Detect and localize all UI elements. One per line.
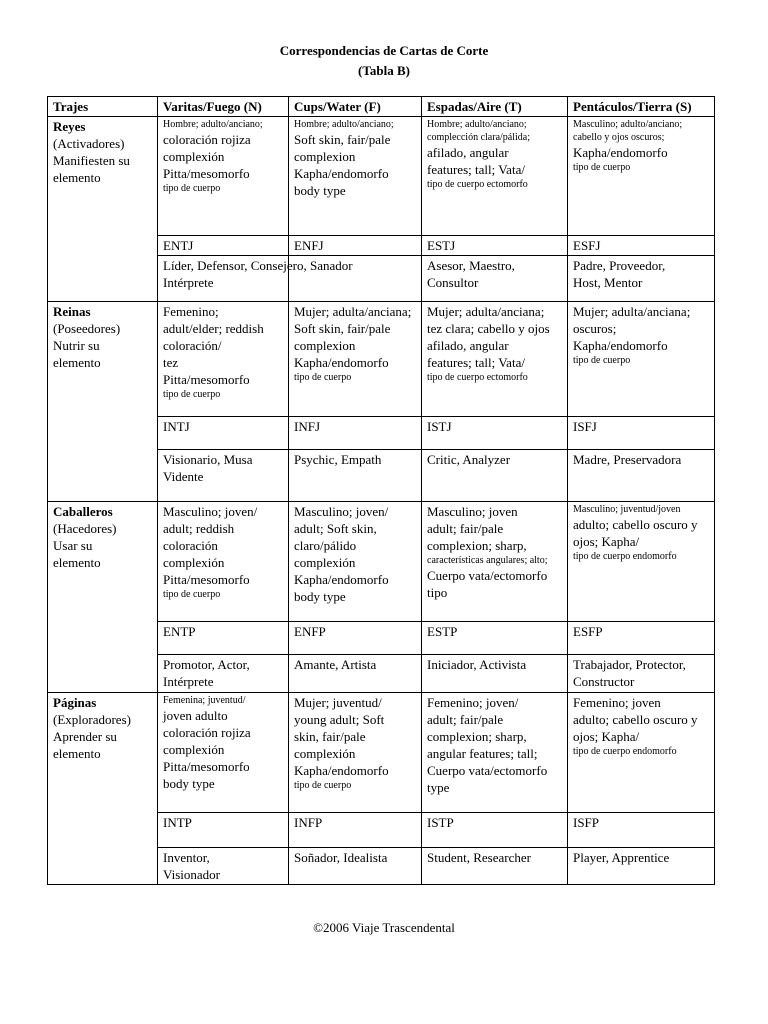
description-line: tipo de cuerpo <box>163 389 221 400</box>
description-line: coloración <box>163 538 218 553</box>
description-line: complexión <box>163 742 225 757</box>
description-line: tez <box>163 355 179 370</box>
description-cups <box>289 693 422 813</box>
mbti-type-wands: INTJ <box>158 417 289 450</box>
description-swords <box>422 117 568 236</box>
description-line: complexion; sharp, <box>427 729 527 744</box>
role-line: Intérprete <box>163 275 214 290</box>
mbti-type-cups: INFJ <box>289 417 422 450</box>
mbti-type-pentacles: ESFP <box>568 622 715 655</box>
description-line: complexión <box>163 555 225 570</box>
role-line: Critic, Analyzer <box>427 452 511 467</box>
role-line: Iniciador, Activista <box>427 657 527 672</box>
description-line: adult; Soft skin, <box>294 521 377 536</box>
description-line: adulto; cabello oscuro y <box>573 712 698 727</box>
description-line: Femenino; <box>163 304 219 319</box>
description-swords <box>422 302 568 417</box>
mbti-type-cups: INFP <box>289 813 422 848</box>
rank-caption-line: elemento <box>53 355 101 370</box>
role-line: Visionario, Musa <box>163 452 253 467</box>
description-line: adult/elder; reddish <box>163 321 264 336</box>
mbti-type-swords: ISTP <box>422 813 568 848</box>
mbti-type-wands: ENTP <box>158 622 289 655</box>
role-line: Constructor <box>573 674 635 689</box>
rank-caption-line: Usar su <box>53 538 93 553</box>
description-line: complexion <box>294 149 356 164</box>
rank-caption-line: (Poseedores) <box>53 321 121 336</box>
description-line: coloración/ <box>163 338 222 353</box>
role-line: Host, Mentor <box>573 275 643 290</box>
role-swords <box>422 655 568 693</box>
description-line: tipo de cuerpo <box>573 162 631 173</box>
description-wands <box>158 693 289 813</box>
description-line: tipo <box>427 585 448 600</box>
mbti-type-wands: INTP <box>158 813 289 848</box>
description-line: features; tall; Vata/ <box>427 355 525 370</box>
description-cups <box>289 302 422 417</box>
rank-name: Caballeros <box>53 504 113 519</box>
description-line: Mujer; adulta/anciana; <box>573 304 691 319</box>
rank-description-row <box>48 117 715 236</box>
description-line: características angulares; alto; <box>427 555 548 566</box>
role-line: Promotor, Actor, <box>163 657 250 672</box>
description-line: Kapha/endomorfo <box>573 145 668 160</box>
description-line: coloración rojiza <box>163 132 251 147</box>
description-line: adulto; cabello oscuro y <box>573 517 698 532</box>
document-title: Correspondencias de Cartas de Corte <box>279 43 489 58</box>
rank-name: Reyes <box>53 119 86 134</box>
description-line: adult; fair/pale <box>427 521 504 536</box>
role-line: Trabajador, Protector, <box>573 657 686 672</box>
role-line: Padre, Proveedor, <box>573 258 666 273</box>
role-line: Student, Researcher <box>427 850 531 865</box>
description-line: Femenino; joven <box>573 695 661 710</box>
description-line: coloración rojiza <box>163 725 251 740</box>
description-line: afilado, angular <box>427 145 509 160</box>
header-pentacles: Pentáculos/Tierra (S) <box>568 97 715 117</box>
rank-name: Reinas <box>53 304 91 319</box>
description-line: type <box>427 780 450 795</box>
role-line: Intérprete <box>163 674 214 689</box>
court-card-table <box>47 96 715 885</box>
role-cups <box>289 848 422 885</box>
description-line: Femenino; joven/ <box>427 695 519 710</box>
description-line: Soft skin, fair/pale <box>294 321 391 336</box>
mbti-type-swords: ISTJ <box>422 417 568 450</box>
description-line: Mujer; adulta/anciana; <box>427 304 545 319</box>
description-line: tipo de cuerpo endomorfo <box>573 551 677 562</box>
description-line: afilado, angular <box>427 338 509 353</box>
description-line: Kapha/endomorfo <box>294 572 389 587</box>
role-line: Psychic, Empath <box>294 452 382 467</box>
role-cups <box>289 450 422 502</box>
description-line: complección clara/pálida; <box>427 132 531 143</box>
description-wands <box>158 302 289 417</box>
rank-caption-line: Manifiesten su <box>53 153 130 168</box>
description-line: tipo de cuerpo <box>573 355 631 366</box>
description-line: Hombre; adulto/anciano; <box>427 119 527 130</box>
description-line: young adult; Soft <box>294 712 385 727</box>
table-body <box>48 97 715 885</box>
rank-cell <box>48 302 158 502</box>
rank-description-row <box>48 302 715 417</box>
rank-caption-line: Nutrir su <box>53 338 100 353</box>
description-line: complexion <box>294 338 356 353</box>
rank-caption-line: (Hacedores) <box>53 521 117 536</box>
description-line: complexion; sharp, <box>427 538 527 553</box>
description-line: Masculino; joven/ <box>163 504 258 519</box>
description-line: Soft skin, fair/pale <box>294 132 391 147</box>
description-line: angular features; tall; <box>427 746 538 761</box>
description-line: body type <box>163 776 215 791</box>
header-suits: Trajes <box>48 97 158 117</box>
mbti-type-cups: ENFP <box>289 622 422 655</box>
description-line: cabello y ojos oscuros; <box>573 132 665 143</box>
role-line: Player, Apprentice <box>573 850 670 865</box>
header-swords: Espadas/Aire (T) <box>422 97 568 117</box>
description-line: Mujer; juventud/ <box>294 695 382 710</box>
description-line: joven adulto <box>163 708 228 723</box>
mbti-type-pentacles: ISFP <box>568 813 715 848</box>
description-line: Kapha/endomorfo <box>294 166 389 181</box>
description-line: Mujer; adulta/anciana; <box>294 304 412 319</box>
role-line: Consultor <box>427 275 479 290</box>
description-line: Kapha/endomorfo <box>573 338 668 353</box>
description-line: Cuerpo vata/ectomorfo <box>427 568 548 583</box>
role-line: Soñador, Idealista <box>294 850 388 865</box>
description-line: tipo de cuerpo <box>294 780 352 791</box>
description-swords <box>422 693 568 813</box>
document-subtitle: (Tabla B) <box>358 63 410 78</box>
description-line: complexión <box>163 149 225 164</box>
mbti-type-pentacles: ISFJ <box>568 417 715 450</box>
rank-caption-line: Aprender su <box>53 729 117 744</box>
description-line: Masculino; joven <box>427 504 518 519</box>
role-swords <box>422 450 568 502</box>
description-line: tipo de cuerpo <box>163 589 221 600</box>
description-line: Hombre; adulto/anciano; <box>294 119 394 130</box>
description-pentacles <box>568 693 715 813</box>
rank-cell <box>48 117 158 302</box>
description-line: complexión <box>294 746 356 761</box>
mbti-type-cups: ENFJ <box>289 236 422 256</box>
description-line: tez clara; cabello y ojos <box>427 321 550 336</box>
description-line: complexión <box>294 555 356 570</box>
description-swords <box>422 502 568 622</box>
description-line: Femenina; juventud/ <box>163 695 246 706</box>
description-line: Masculino; juventud/joven <box>573 504 681 515</box>
role-line: Asesor, Maestro, <box>427 258 515 273</box>
role-swords <box>422 256 568 302</box>
description-line: tipo de cuerpo <box>294 372 352 383</box>
description-line: body type <box>294 183 346 198</box>
header-row <box>48 97 715 117</box>
description-line: Pitta/mesomorfo <box>163 759 250 774</box>
mbti-type-swords: ESTP <box>422 622 568 655</box>
header-wands: Varitas/Fuego (N) <box>158 97 289 117</box>
description-line: Masculino; joven/ <box>294 504 389 519</box>
rank-description-row <box>48 502 715 622</box>
role-pentacles <box>568 655 715 693</box>
description-line: Kapha/endomorfo <box>294 763 389 778</box>
role-line: Líder, Defensor, Consejero, Sanador <box>163 258 353 273</box>
description-line: Masculino; adulto/anciano; <box>573 119 683 130</box>
description-line: body type <box>294 589 346 604</box>
description-line: tipo de cuerpo ectomorfo <box>427 372 528 383</box>
description-line: adult; fair/pale <box>427 712 504 727</box>
description-line: Pitta/mesomorfo <box>163 166 250 181</box>
description-line: adult; reddish <box>163 521 235 536</box>
rank-caption-line: (Activadores) <box>53 136 125 151</box>
description-line: skin, fair/pale <box>294 729 366 744</box>
rank-cell <box>48 502 158 693</box>
role-wands <box>158 655 289 693</box>
rank-caption-line: (Exploradores) <box>53 712 131 727</box>
role-line: Madre, Preservadora <box>573 452 682 467</box>
description-wands <box>158 502 289 622</box>
description-pentacles <box>568 502 715 622</box>
mbti-type-wands: ENTJ <box>158 236 289 256</box>
role-wands <box>158 848 289 885</box>
description-line: ojos; Kapha/ <box>573 534 640 549</box>
description-line: tipo de cuerpo ectomorfo <box>427 179 528 190</box>
role-wands <box>158 256 353 302</box>
rank-cell <box>48 693 158 885</box>
description-pentacles <box>568 302 715 417</box>
role-line: Inventor, <box>163 850 210 865</box>
role-line: Visionador <box>163 867 220 882</box>
role-cups <box>289 655 422 693</box>
description-line: Pitta/mesomorfo <box>163 572 250 587</box>
role-pentacles <box>568 256 715 302</box>
description-line: ojos; Kapha/ <box>573 729 640 744</box>
role-pentacles <box>568 848 715 885</box>
role-pentacles <box>568 450 715 502</box>
description-cups <box>289 117 422 236</box>
rank-caption-line: elemento <box>53 170 101 185</box>
description-line: Pitta/mesomorfo <box>163 372 250 387</box>
description-line: tipo de cuerpo <box>163 183 221 194</box>
description-line: Cuerpo vata/ectomorfo <box>427 763 548 778</box>
rank-caption-line: elemento <box>53 555 101 570</box>
description-line: oscuros; <box>573 321 617 336</box>
description-line: Hombre; adulto/anciano; <box>163 119 263 130</box>
role-line: Vidente <box>163 469 204 484</box>
mbti-type-pentacles: ESFJ <box>568 236 715 256</box>
description-line: tipo de cuerpo endomorfo <box>573 746 677 757</box>
description-line: Kapha/endomorfo <box>294 355 389 370</box>
copyright-footer: ©2006 Viaje Trascendental <box>313 920 455 935</box>
header-cups: Cups/Water (F) <box>289 97 422 117</box>
rank-description-row <box>48 693 715 813</box>
description-wands <box>158 117 289 236</box>
description-cups <box>289 502 422 622</box>
description-pentacles <box>568 117 715 236</box>
role-wands <box>158 450 289 502</box>
role-swords <box>422 848 568 885</box>
role-line: Amante, Artista <box>294 657 377 672</box>
rank-name: Páginas <box>53 695 97 710</box>
rank-caption-line: elemento <box>53 746 101 761</box>
mbti-type-swords: ESTJ <box>422 236 568 256</box>
description-line: claro/pálido <box>294 538 357 553</box>
description-line: features; tall; Vata/ <box>427 162 525 177</box>
